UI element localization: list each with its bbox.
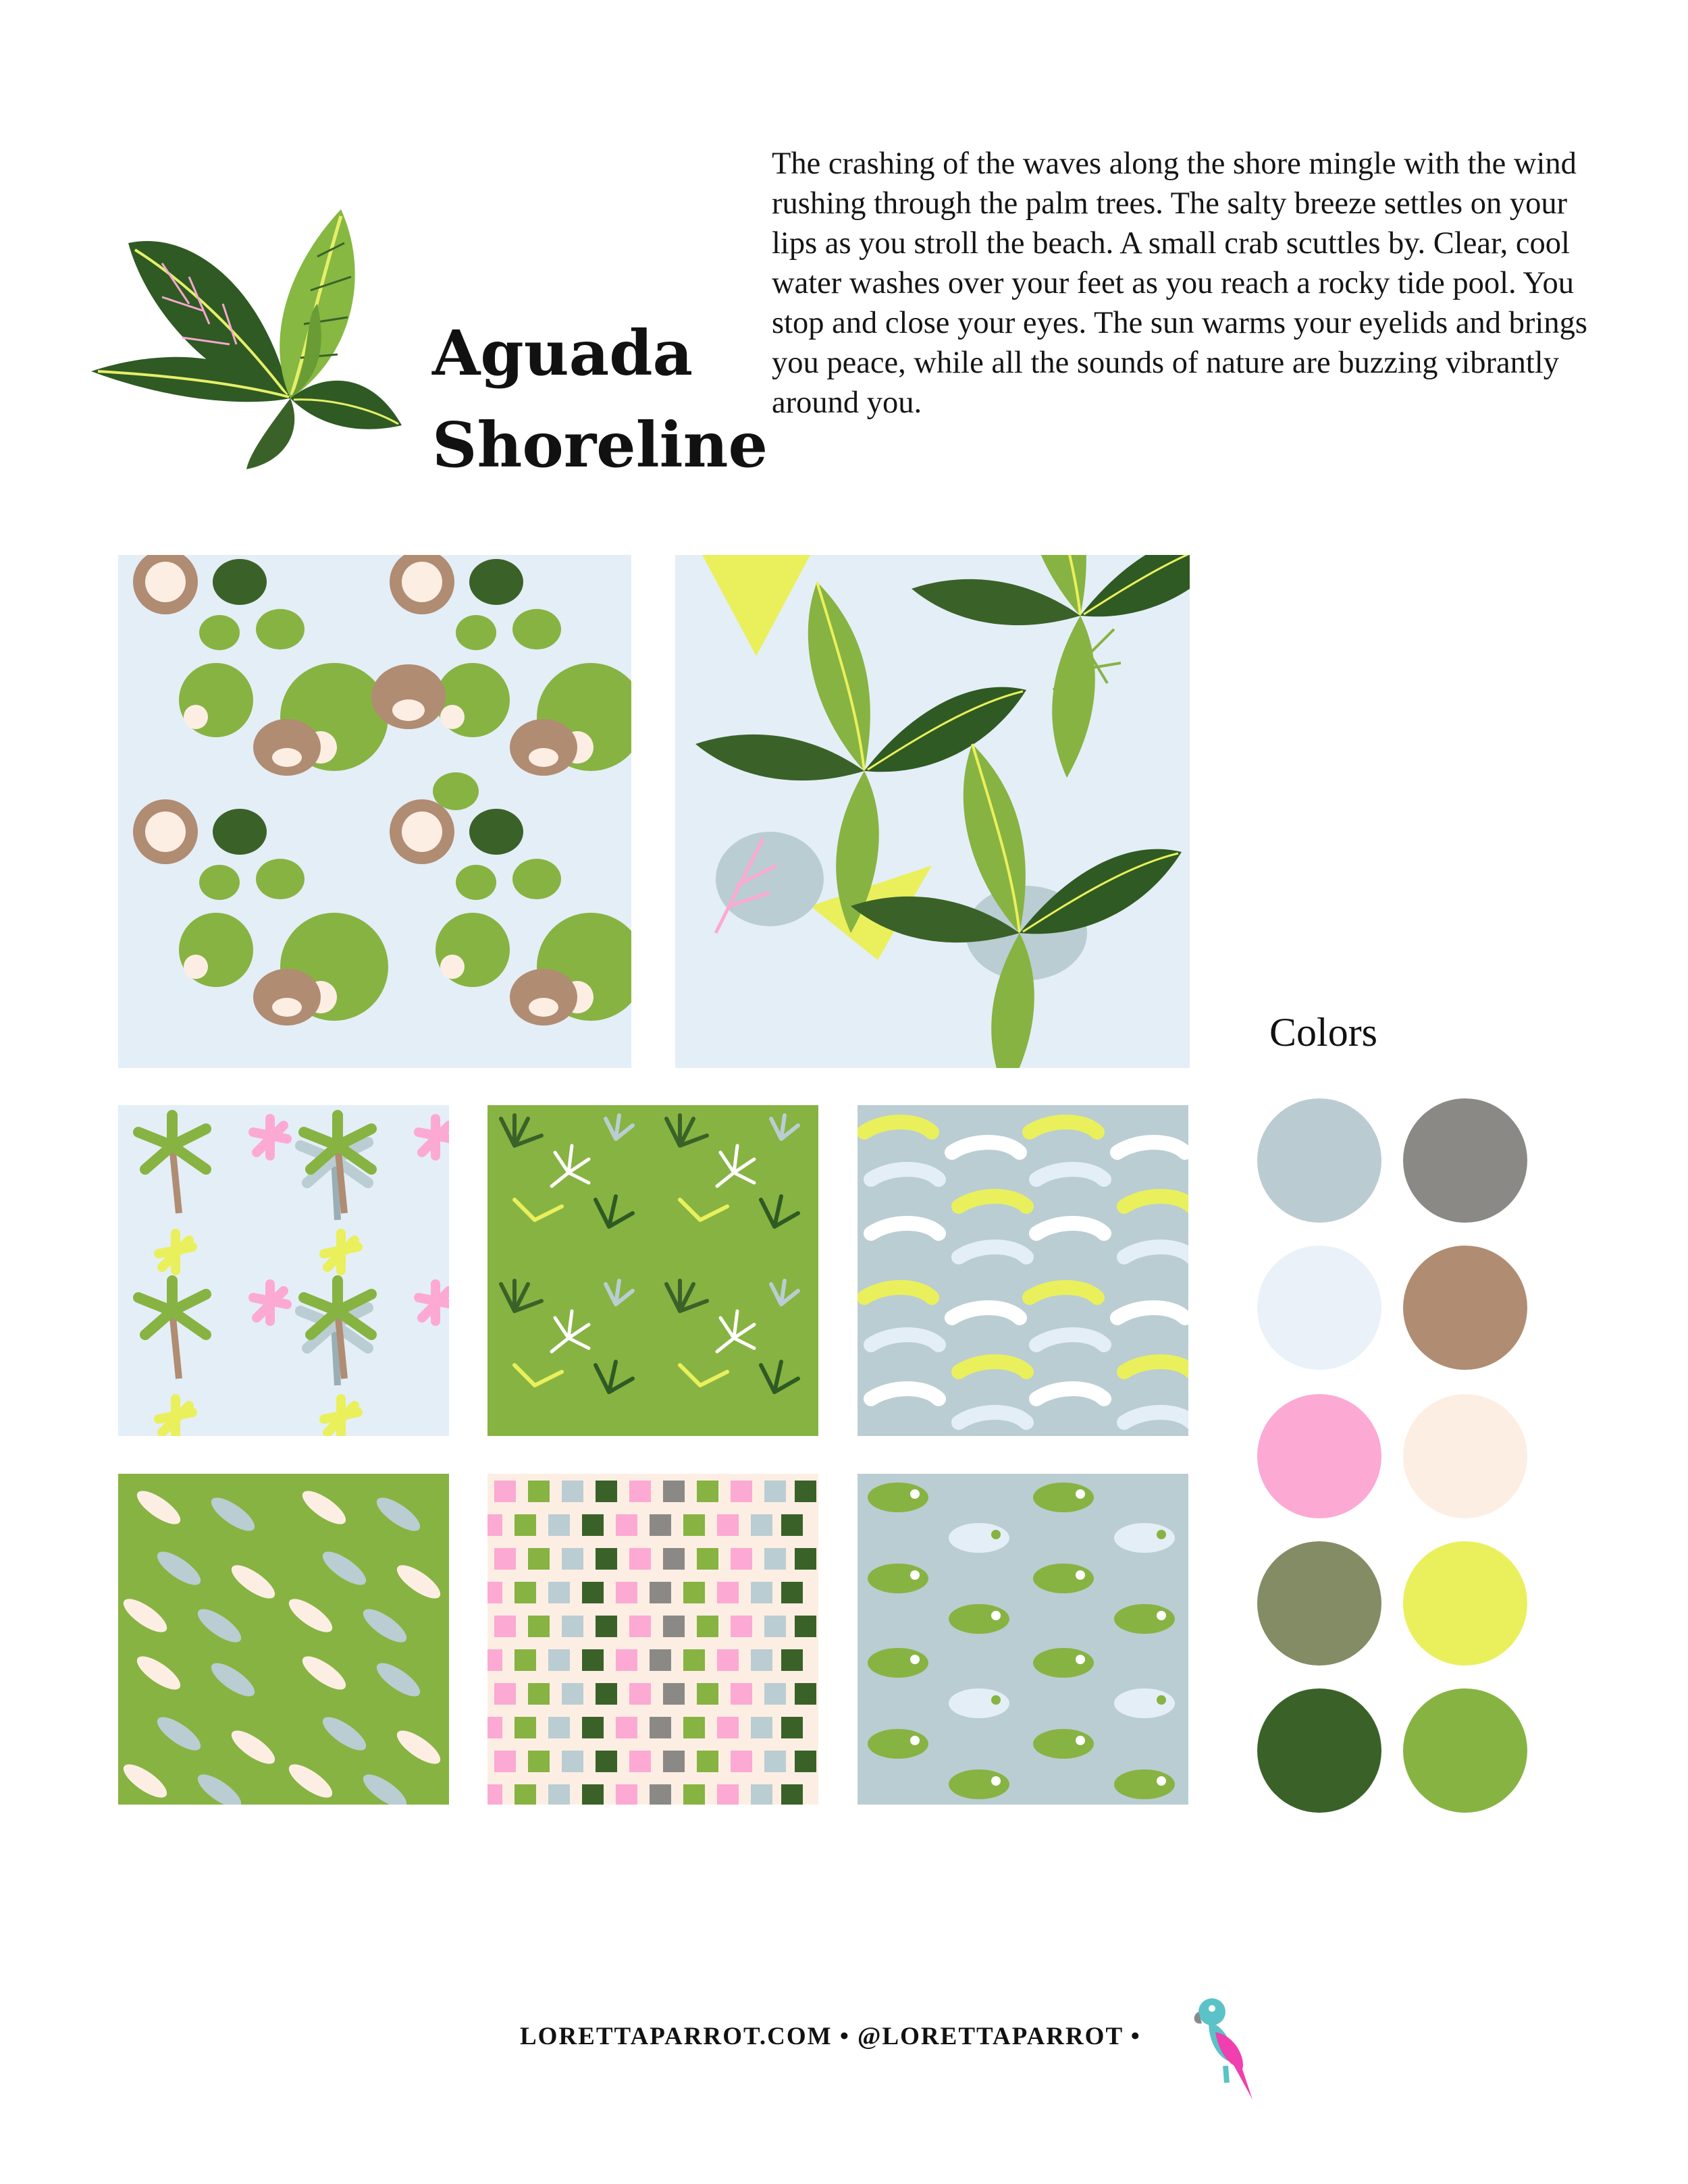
color-swatch xyxy=(1257,1541,1381,1666)
parrot-icon xyxy=(1185,1995,1259,2103)
title-line-2: Shoreline xyxy=(432,408,768,481)
pattern-frogs-tile xyxy=(858,1474,1188,1805)
page-title xyxy=(432,307,768,491)
pattern-checks-tile xyxy=(487,1474,818,1805)
title-line-1: Aguada xyxy=(432,317,693,390)
colors-heading: Colors xyxy=(1269,1010,1378,1055)
pattern-coconuts-tile xyxy=(118,555,631,1068)
color-swatch xyxy=(1403,1688,1527,1813)
color-swatch xyxy=(1257,1246,1381,1370)
pattern-crabs-tile xyxy=(118,1474,449,1805)
footer-text: LORETTAPARROT.COM • @LORETTAPARROT • xyxy=(520,2023,1141,2050)
color-swatch xyxy=(1403,1541,1527,1666)
color-swatch xyxy=(1257,1688,1381,1813)
color-swatch xyxy=(1403,1246,1527,1370)
description-paragraph: The crashing of the waves along the shore mingle with the wind rushing through the palm trees. The salty breeze settles on your lips as you stroll the beach. A small crab scuttles by. Clear, cool water washes over your feet as you reach a rocky tide pool. You stop and close your eyes. The sun warms your eyelids and brings you peace, while all the sounds of nature are buzzing vibrantly around you. xyxy=(772,147,1587,420)
color-swatch xyxy=(1257,1394,1381,1518)
color-swatch xyxy=(1257,1098,1381,1223)
pattern-strokes-tile xyxy=(858,1105,1188,1436)
color-swatch xyxy=(1403,1394,1527,1518)
pattern-palms-tile xyxy=(118,1105,449,1436)
color-swatch xyxy=(1403,1098,1527,1223)
pattern-grass-tile xyxy=(487,1105,818,1436)
croton-leaf-icon xyxy=(88,203,405,473)
pattern-leaves-tile xyxy=(675,555,1190,1068)
